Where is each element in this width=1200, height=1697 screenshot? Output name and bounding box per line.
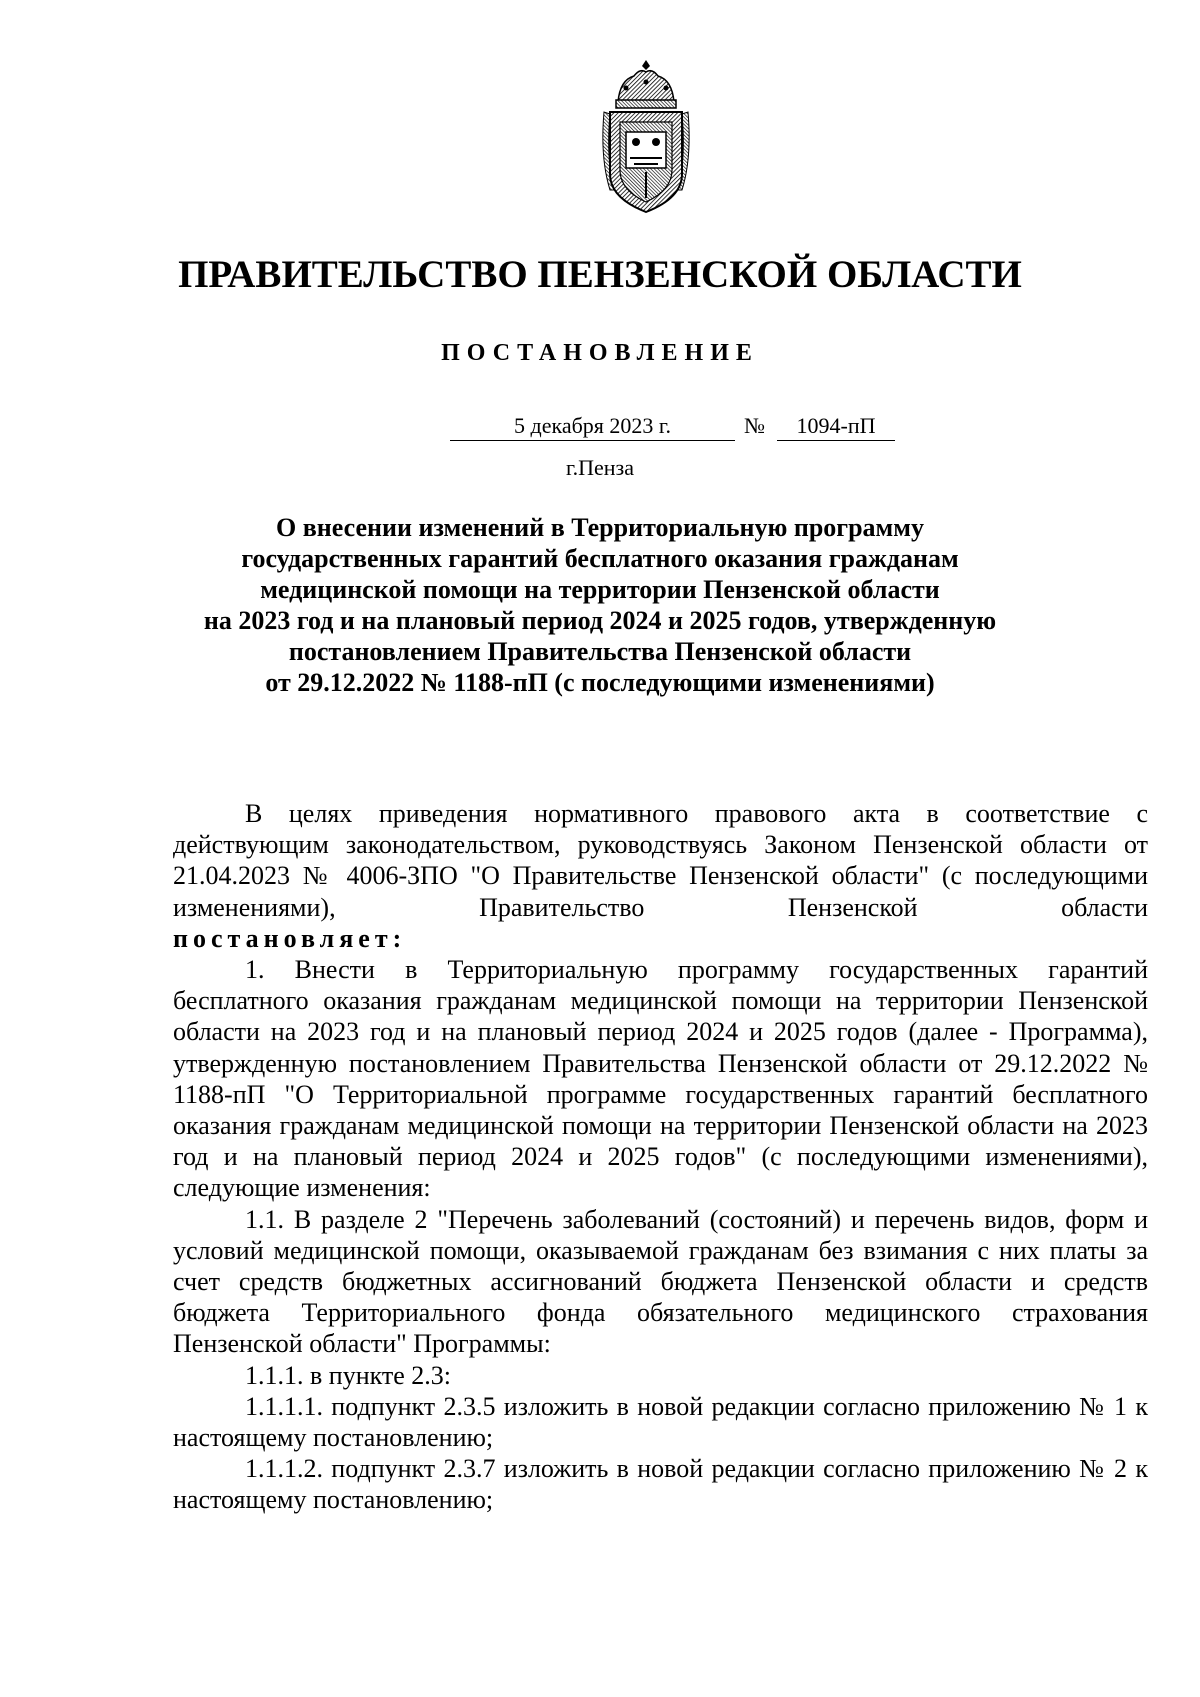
subject-line: государственных гарантий бесплатного оказания гражданам — [241, 544, 959, 573]
number-sign: № — [744, 413, 765, 438]
government-name: ПРАВИТЕЛЬСТВО ПЕНЗЕНСКОЙ ОБЛАСТИ — [178, 253, 1022, 296]
paragraph-1-1-1-2: 1.1.1.2. подпункт 2.3.7 изложить в новой редакции согласно приложению № 2 к настоящему постановлению; — [173, 1454, 1148, 1515]
subject-line: постановлением Правительства Пензенской области — [288, 637, 912, 666]
paragraph-1-1-1: 1.1.1. в пункте 2.3: — [245, 1360, 452, 1390]
document-body — [173, 798, 1148, 1516]
document-date: 5 декабря 2023 г. — [450, 412, 735, 441]
decree-word-line — [173, 923, 1148, 954]
paragraph-1-1-1-1: 1.1.1.1. подпункт 2.3.5 изложить в новой редакции согласно приложению № 1 к настоящему постановлению; — [173, 1391, 1148, 1453]
subject-line: на 2023 год и на плановый период 2024 и 2025 годов, утвержденную — [203, 606, 997, 635]
subject-line: от 29.12.2022 № 1188-пП (с последующими изменениями) — [265, 668, 935, 697]
document-type: ПОСТАНОВЛЕНИЕ — [441, 340, 759, 366]
city: г.Пенза — [566, 455, 634, 480]
paragraph-1: 1. Внести в Территориальную программу государственных гарантий бесплатного оказания гражданам медицинской помощи на территории Пензенской области на 2023 год и на плановый период 2024 и 2025 годов (далее - Программа), утвержденную постановлением Правительства Пензенской области от 29.12.2022 № 1188-пП "О Территориальной программе государственных гарантий бесплатного оказания гражданам медицинской помощи на территории Пензенской области на 2023 год и на плановый период 2024 и 2025 годов" (с последующими изменениями), следующие изменения: — [173, 955, 1148, 1203]
subject-line: медицинской помощи на территории Пензенской области — [260, 575, 940, 604]
document-number: 1094-пП — [777, 412, 895, 441]
subject-line: О внесении изменений в Территориальную программу — [276, 513, 924, 542]
preamble-paragraph: В целях приведения нормативного правового акта в соответствие с действующим законодательством, руководствуясь Законом Пензенской области от 21.04.2023 № 4006-ЗПО "О Правительстве Пензенской области" (с последующими изменениями), Правительство Пензенской области — [173, 799, 1148, 922]
decree-word: постановляет: — [173, 923, 407, 953]
document-subject — [0, 512, 1200, 698]
coat-of-arms-icon — [596, 58, 696, 218]
date-number-line — [450, 412, 900, 442]
paragraph-1-1: 1.1. В разделе 2 "Перечень заболеваний (состояний) и перечень видов, форм и условий медицинской помощи, оказываемой гражданам без взимания с них платы за счет средств бюджетных ассигнований бюджета Пензенской области и средств бюджета Территориального фонда обязательного медицинского страхования Пензенской области" Программы: — [173, 1204, 1148, 1359]
